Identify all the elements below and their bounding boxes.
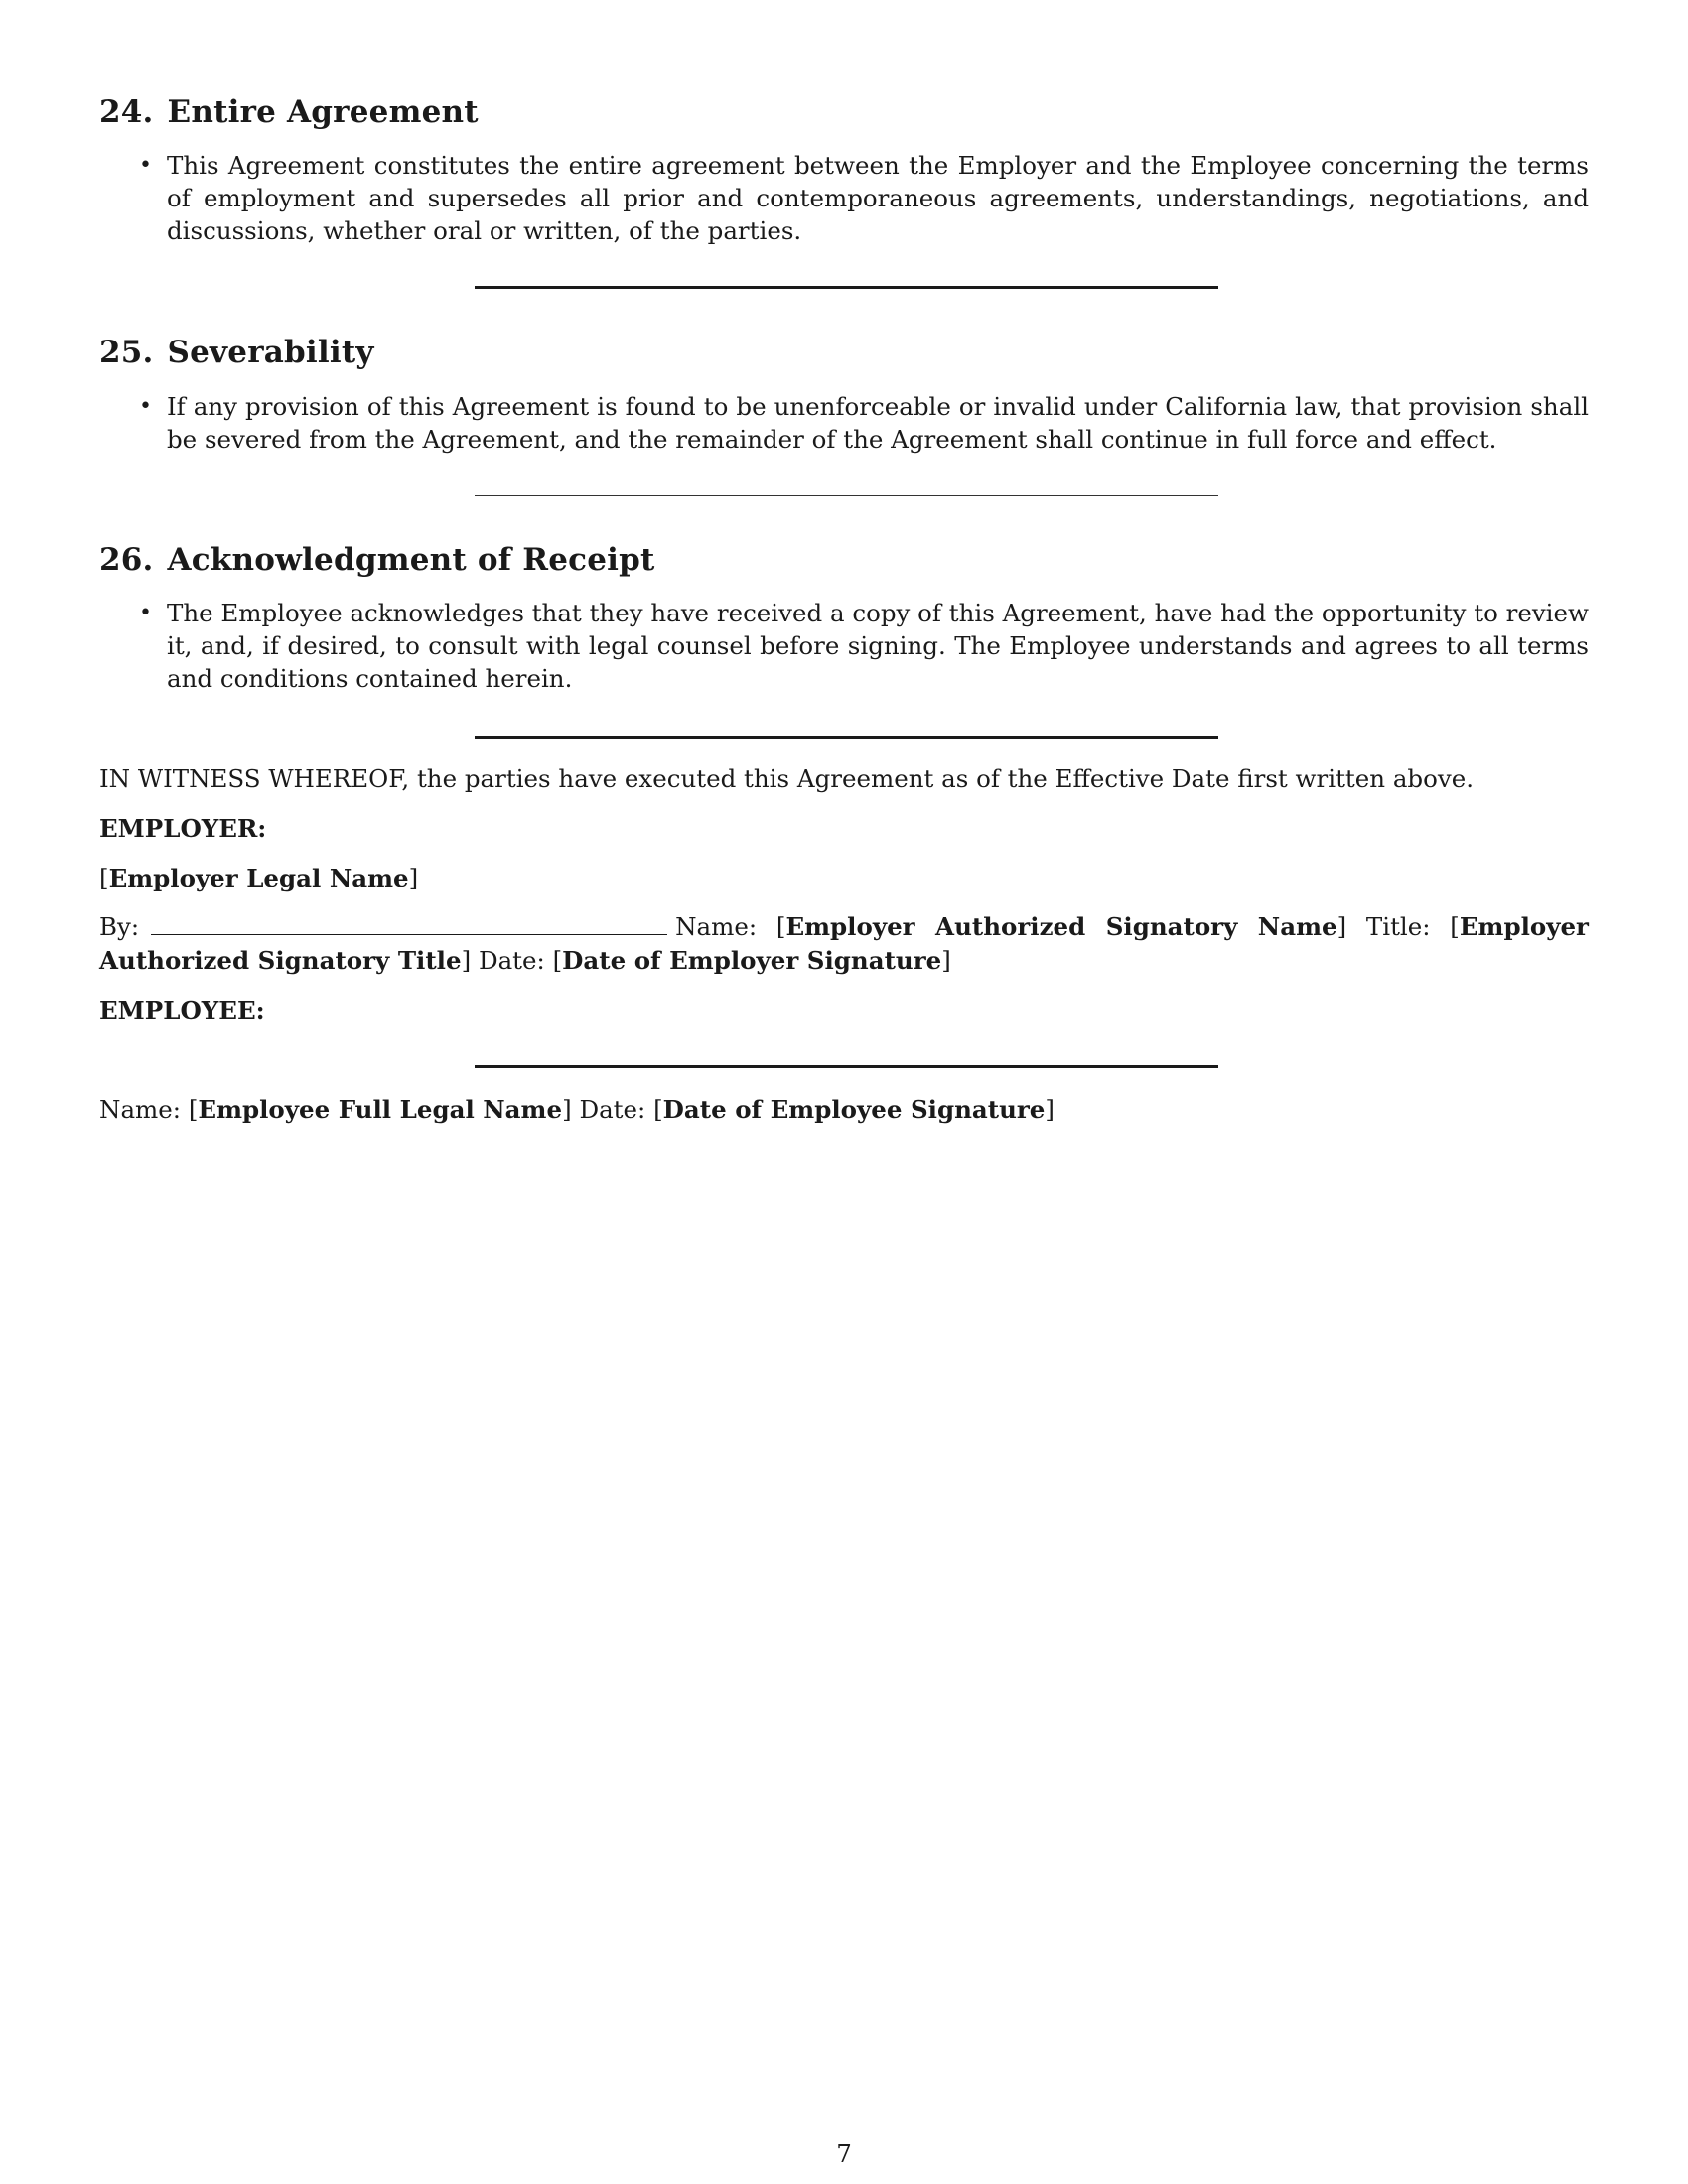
bullet-icon: • [139,153,152,178]
signatory-title-rest: Authorized Signatory Title [99,946,462,975]
employer-legal-name: [Employer Legal Name] [99,864,419,892]
employer-signature-line: By: Name: [Employer Authorized Signatory Name] Title: [Employer [99,912,1589,941]
section-number: 26. [99,542,154,578]
employee-heading: EMPLOYEE: [99,996,265,1024]
date-label: Date: [478,946,545,975]
section-heading-26 [99,542,655,578]
section-heading-24 [99,94,479,130]
employee-signature-date: Date of Employee Signature [662,1095,1046,1124]
section-number: 25. [99,335,154,370]
signatory-title-first-word: Employer [1459,912,1589,941]
name-label: Name: [675,912,758,941]
page-number: 7 [836,2139,852,2168]
title-label: Title: [1365,912,1431,941]
section-heading-25 [99,335,374,370]
section-divider [475,736,1218,739]
bullet-icon: • [139,601,152,625]
section-title: Acknowledgment of Receipt [167,542,655,578]
section-title: Severability [167,335,374,370]
section-24-text: This Agreement constitutes the entire agreement between the Employer and the Employee concerning the terms of employment and supersedes all prior and contemporaneous agreements, understandings, negotiations, and discussions, whether oral or written, of the parties. [167,151,1589,245]
section-title: Entire Agreement [167,94,479,130]
witness-clause: IN WITNESS WHEREOF, the parties have executed this Agreement as of the Effective Date first written above. [99,764,1474,793]
employee-full-name: Employee Full Legal Name [198,1095,563,1124]
date-label: Date: [579,1095,646,1124]
bullet-icon: • [139,394,152,419]
document-page [99,0,1589,2184]
name-label: Name: [99,1095,182,1124]
employee-signature-rule[interactable] [475,1065,1218,1068]
signatory-name: Employer Authorized Signatory Name [785,912,1337,941]
employer-signature-date: Date of Employer Signature [562,946,942,975]
employer-signature-field[interactable] [151,914,667,935]
section-divider [475,286,1218,289]
employer-heading: EMPLOYER: [99,814,267,843]
section-number: 24. [99,94,154,130]
section-26-text: The Employee acknowledges that they have received a copy of this Agreement, have had the opportunity to review it, and, if desired, to consult with legal counsel before signing. The Employee understands and agrees to all terms and conditions contained herein. [167,599,1589,693]
employee-name-line: Name: [Employee Full Legal Name] Date: [Date of Employee Signature] [99,1095,1055,1124]
section-25-text: If any provision of this Agreement is found to be unenforceable or invalid under California law, that provision shall be severed from the Agreement, and the remainder of the Agreement shall continue in full force and effect. [167,392,1589,454]
employer-signature-line-cont: Authorized Signatory Title] Date: [Date of Employer Signature] [99,946,951,975]
section-divider [475,495,1218,496]
employer-legal-name-value: Employer Legal Name [108,864,409,892]
by-label: By: [99,912,140,941]
